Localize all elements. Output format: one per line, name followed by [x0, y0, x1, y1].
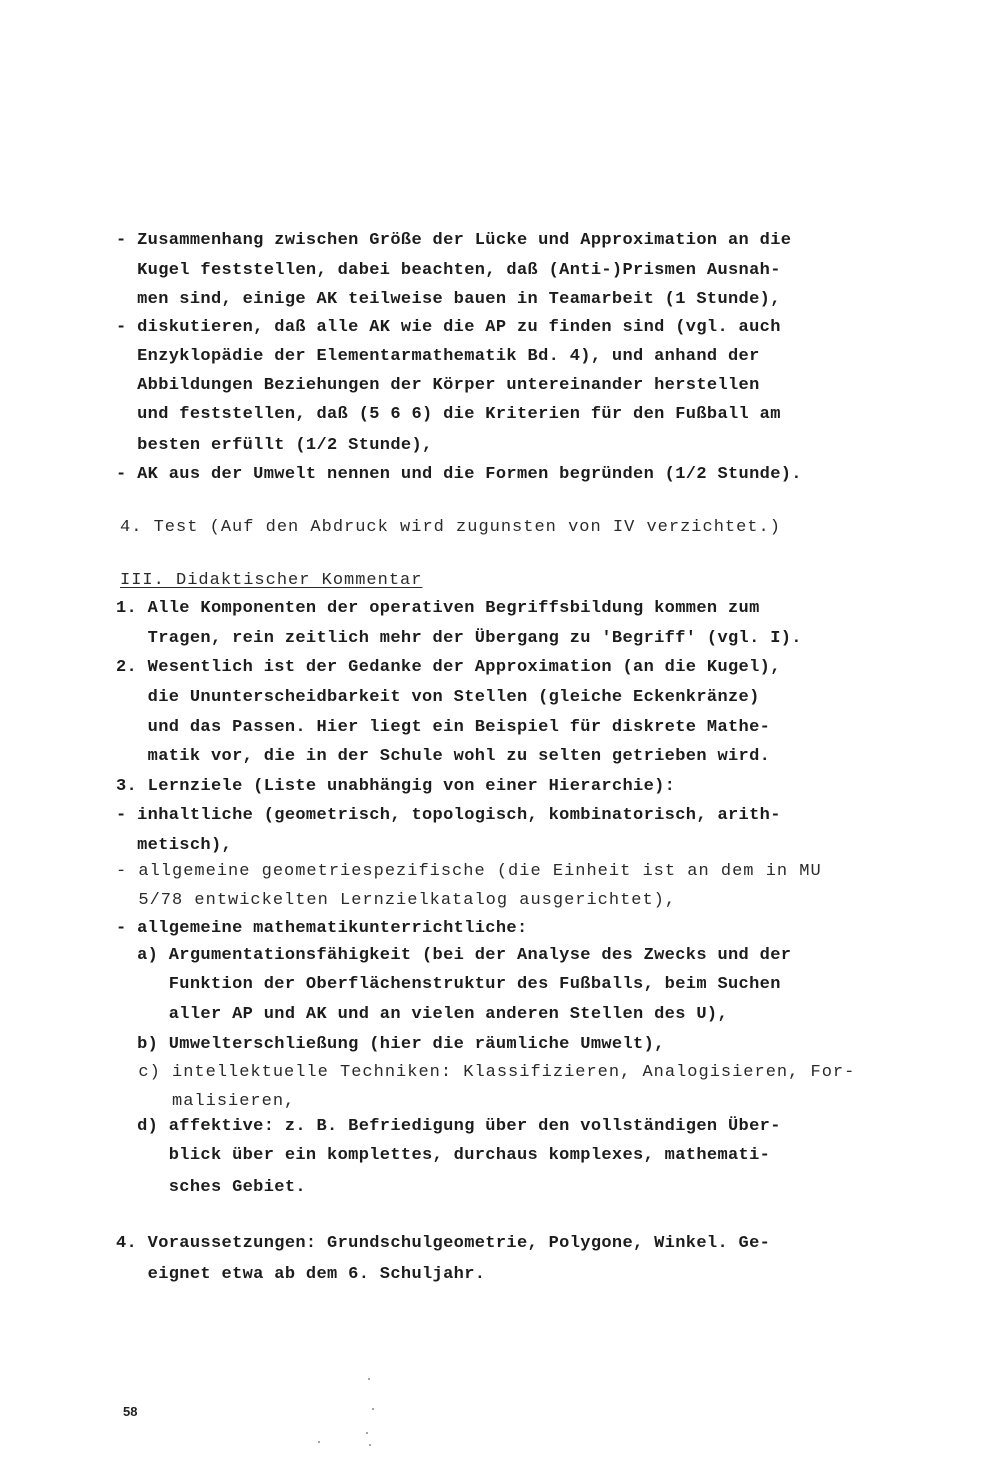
- text-line: blick über ein komplettes, durchaus komplexes, mathemati-: [116, 1146, 771, 1165]
- text-line: und feststellen, daß (5 6 6) die Kriterien für den Fußball am: [116, 405, 781, 424]
- scan-speck: [369, 1444, 371, 1446]
- scan-speck: [368, 1378, 370, 1380]
- text-line: - Zusammenhang zwischen Größe der Lücke und Approximation an die: [116, 231, 792, 250]
- text-line: besten erfüllt (1/2 Stunde),: [116, 436, 433, 455]
- text-line: Kugel feststellen, dabei beachten, daß (Anti-)Prismen Ausnah-: [116, 261, 781, 280]
- text-line: - inhaltliche (geometrisch, topologisch, kombinatorisch, arith-: [116, 806, 781, 825]
- test-note: 4. Test (Auf den Abdruck wird zugunsten von IV verzichtet.): [120, 518, 781, 537]
- text-line: 1. Alle Komponenten der operativen Begriffsbildung kommen zum: [116, 599, 760, 618]
- text-line: eignet etwa ab dem 6. Schuljahr.: [116, 1265, 486, 1284]
- text-line: a) Argumentationsfähigkeit (bei der Analyse des Zwecks und der: [116, 946, 792, 965]
- text-line: 4. Voraussetzungen: Grundschulgeometrie, Polygone, Winkel. Ge-: [116, 1234, 771, 1253]
- text-line: Tragen, rein zeitlich mehr der Übergang zu 'Begriff' (vgl. I).: [116, 629, 802, 648]
- text-line: Abbildungen Beziehungen der Körper untereinander herstellen: [116, 376, 760, 395]
- text-line: d) affektive: z. B. Befriedigung über den vollständigen Über-: [116, 1117, 781, 1136]
- text-line: - allgemeine geometriespezifische (die Einheit ist an dem in MU: [116, 862, 822, 881]
- scan-speck: [366, 1432, 368, 1434]
- scan-speck: [318, 1441, 320, 1443]
- text-line: 2. Wesentlich ist der Gedanke der Approximation (an die Kugel),: [116, 658, 781, 677]
- scan-speck: [372, 1408, 374, 1410]
- text-line: - diskutieren, daß alle AK wie die AP zu finden sind (vgl. auch: [116, 318, 781, 337]
- section-heading: III. Didaktischer Kommentar: [120, 571, 423, 590]
- text-line: b) Umwelterschließung (hier die räumliche Umwelt),: [116, 1035, 665, 1054]
- text-line: 5/78 entwickelten Lernzielkatalog ausgerichtet),: [116, 891, 677, 910]
- text-line: - AK aus der Umwelt nennen und die Formen begründen (1/2 Stunde).: [116, 465, 802, 484]
- text-line: c) intellektuelle Techniken: Klassifizieren, Analogisieren, For-: [116, 1063, 856, 1082]
- text-line: und das Passen. Hier liegt ein Beispiel für diskrete Mathe-: [116, 718, 771, 737]
- text-line: malisieren,: [116, 1092, 296, 1111]
- text-line: 3. Lernziele (Liste unabhängig von einer Hierarchie):: [116, 777, 676, 796]
- page-number: 58: [123, 1404, 138, 1419]
- text-line: men sind, einige AK teilweise bauen in Teamarbeit (1 Stunde),: [116, 290, 781, 309]
- text-line: - allgemeine mathematikunterrichtliche:: [116, 919, 528, 938]
- text-line: sches Gebiet.: [116, 1178, 306, 1197]
- text-line: aller AP und AK und an vielen anderen Stellen des U),: [116, 1005, 728, 1024]
- text-line: Enzyklopädie der Elementarmathematik Bd. 4), und anhand der: [116, 347, 760, 366]
- text-line: metisch),: [116, 836, 233, 855]
- text-line: matik vor, die in der Schule wohl zu selten getrieben wird.: [116, 747, 771, 766]
- text-line: die Ununterscheidbarkeit von Stellen (gleiche Eckenkränze): [116, 688, 760, 707]
- text-line: Funktion der Oberflächenstruktur des Fußballs, beim Suchen: [116, 975, 781, 994]
